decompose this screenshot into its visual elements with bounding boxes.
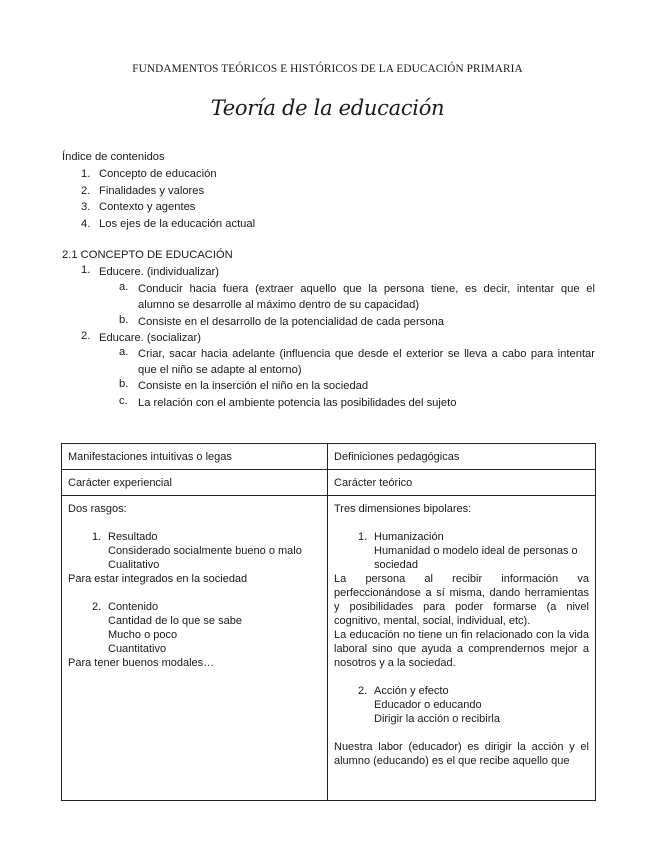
table-cell: Carácter teórico — [328, 470, 596, 496]
educere-a-line2: alumno se desarrolle al máximo dentro de su capacidad) — [138, 299, 420, 311]
educare-a-line1: Criar, sacar hacia adelante (influencia que desde el exterior se lleva a cabo para intentar — [138, 348, 595, 360]
comparison-table — [61, 443, 596, 801]
left-item1-line1: Considerado socialmente bueno o malo — [108, 545, 302, 557]
right-para2: La educación no tiene un fin relacionado con la vida laboral sino que ayuda a comprendernos mejor a nosotros y a la sociedad. — [334, 629, 589, 669]
table-cell-left — [62, 496, 328, 801]
list-label: Los ejes de la educación actual — [99, 217, 256, 230]
educere-label: Educere. (individualizar) — [99, 266, 220, 278]
left-item1-after: Para estar integrados en la sociedad — [68, 573, 248, 585]
list-item: 1. Resultado — [92, 531, 158, 543]
educere-b: Consiste en el desarrollo de la potencialidad de cada persona — [138, 316, 444, 328]
list-number: 2. — [81, 184, 91, 197]
left-item2-line2: Mucho o poco — [108, 629, 178, 641]
item-letter: a. — [119, 281, 129, 293]
list-item: 2. Acción y efecto — [358, 685, 449, 697]
list-item — [62, 183, 255, 200]
item-number: 1. — [81, 264, 91, 276]
item-letter: a. — [119, 346, 129, 358]
list-item: 2. Contenido — [92, 601, 159, 613]
educare-b: Consiste en la inserción el niño en la sociedad — [138, 380, 369, 392]
list-number: 4. — [81, 217, 91, 230]
table-cell-right — [328, 496, 596, 801]
left-item2-line3: Cuantitativo — [108, 643, 167, 655]
page-title: Teoría de la educación — [210, 96, 445, 120]
table-header-cell: Definiciones pedagógicas — [328, 444, 596, 470]
educare-a-line2: que el niño se adapte al entorno) — [138, 364, 302, 376]
table-row — [62, 444, 596, 470]
list-number: 3. — [81, 201, 91, 213]
left-item2-line1: Cantidad de lo que se sabe — [108, 615, 242, 627]
left-intro: Dos rasgos: — [68, 503, 127, 515]
list-label: Concepto de educación — [99, 168, 217, 180]
list-item — [62, 199, 255, 216]
left-item1-line2: Cualitativo — [108, 559, 160, 571]
course-header: FUNDAMENTOS TEÓRICOS E HISTÓRICOS DE LA EDUCACIÓN PRIMARIA — [132, 63, 523, 75]
list-item — [62, 216, 255, 233]
table-cell: Carácter experiencial — [62, 470, 328, 496]
educere-a-line1: Conducir hacia fuera (extraer aquello que la persona tiene, es decir, intentar que el — [138, 283, 595, 295]
list-label: Finalidades y valores — [99, 184, 205, 197]
right-para1: La persona al recibir información va perfeccionándose a sí misma, dando herramientas y posibilidades para poder formarse (a nivel cognitivo, mental, social, individual, etc). — [334, 573, 589, 627]
index-heading: Índice de contenidos — [62, 151, 165, 163]
right-item2-line2: Dirigir la acción o recibirla — [374, 713, 500, 725]
right-item1-line1: Humanidad o modelo ideal de personas o — [374, 545, 578, 557]
item-letter: b. — [119, 314, 129, 326]
table-header-cell: Manifestaciones intuitivas o legas — [62, 444, 328, 470]
list-number: 1. — [81, 168, 91, 180]
item-letter: b. — [119, 378, 129, 390]
table-row — [62, 470, 596, 496]
list-item — [62, 166, 255, 183]
list-label: Contexto y agentes — [99, 201, 196, 213]
item-letter: c. — [119, 395, 128, 407]
right-para3: Nuestra labor (educador) es dirigir la acción y el alumno (educando) es el que recibe aquello que — [334, 741, 589, 767]
section-heading: 2.1 CONCEPTO DE EDUCACIÓN — [62, 249, 233, 261]
right-item1-line2: sociedad — [374, 559, 419, 571]
educare-label: Educare. (socializar) — [99, 332, 201, 344]
index-list — [62, 166, 255, 232]
list-item: 1. Humanización — [358, 531, 444, 543]
right-intro: Tres dimensiones bipolares: — [334, 503, 472, 515]
table-row — [62, 496, 596, 801]
item-number: 2. — [81, 330, 91, 342]
educare-c: La relación con el ambiente potencia las posibilidades del sujeto — [138, 397, 457, 409]
left-item2-after: Para tener buenos modales… — [68, 657, 215, 669]
right-item2-line1: Educador o educando — [374, 699, 482, 711]
